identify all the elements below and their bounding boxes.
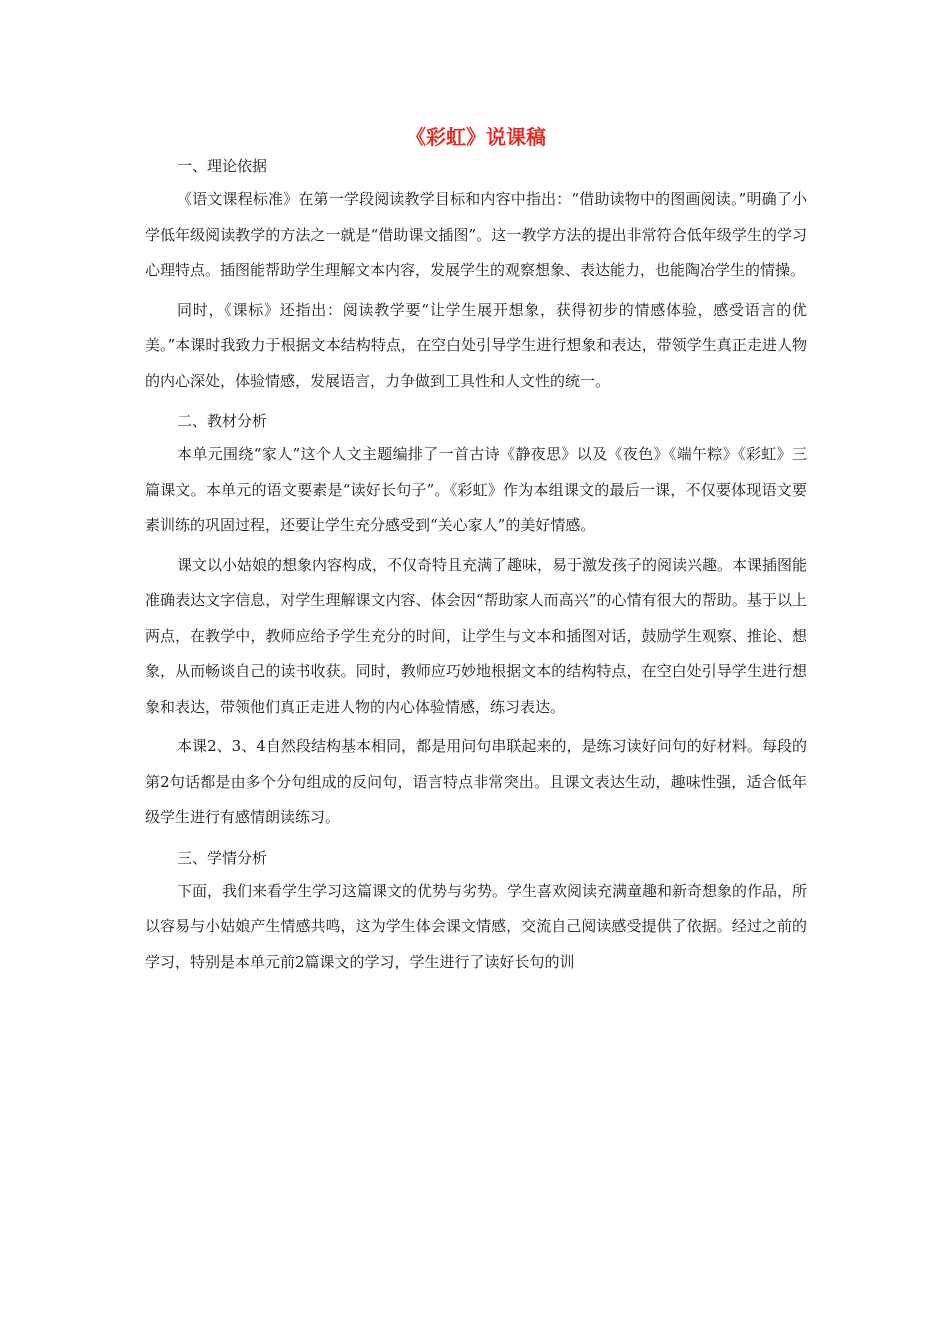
paragraph: 本课2、3、4自然段结构基本相同，都是用问句串联起来的，是练习读好问句的好材料。每段的第2句话都是由多个分句组成的反问句，语言特点非常突出。且课文表达生动，趣味性强，适合低年级学生进行有感情朗读练习。 xyxy=(145,737,807,826)
section-textbook-analysis xyxy=(145,411,807,836)
document-page xyxy=(145,122,807,980)
paragraph: 《语文课程标准》在第一学段阅读教学目标和内容中指出：“借助读物中的图画阅读。”明确了小学低年级阅读教学的方法之一就是“借助课文插图”。这一教学方法的提出非常符合低年级学生的学习心理特点。插图能帮助学生理解文本内容，发展学生的观察想象、表达能力，也能陶冶学生的情操。 xyxy=(145,190,807,279)
section-heading: 一、理论依据 xyxy=(177,157,268,175)
document-title: 《彩虹》说课稿 xyxy=(406,125,546,149)
section-heading: 二、教材分析 xyxy=(177,412,268,430)
paragraph: 课文以小姑娘的想象内容构成，不仅奇特且充满了趣味，易于激发孩子的阅读兴趣。本课插图能准确表达文字信息，对学生理解课文内容、体会因“帮助家人而高兴”的心情有很大的帮助。基于以上两点，在教学中，教师应给予学生充分的时间，让学生与文本和插图对话，鼓励学生观察、推论、想象，从而畅谈自己的读书收获。同时，教师应巧妙地根据文本的结构特点，在空白处引导学生进行想象和表达，带领他们真正走进人物的内心体验情感，练习表达。 xyxy=(145,555,808,716)
paragraph: 同时，《课标》还指出：阅读教学要“让学生展开想象，获得初步的情感体验，感受语言的优美。”本课时我致力于根据文本结构特点，在空白处引导学生进行想象和表达，带领学生真正走进人物的内心深处，体验情感，发展语言，力争做到工具性和人文性的统一。 xyxy=(145,300,807,390)
section-heading: 三、学情分析 xyxy=(177,848,268,867)
paragraph: 下面，我们来看学生学习这篇课文的优势与劣势。学生喜欢阅读充满童趣和新奇想象的作品，所以容易与小姑娘产生情感共鸣，这为学生体会课文情感，交流自己阅读感受提供了依据。经过之前的学习，特别是本单元前2篇课文的学习，学生进行了读好长句的训 xyxy=(145,881,808,971)
section-theory xyxy=(145,156,807,399)
paragraph: 本单元围绕“家人”这个人文主题编排了一首古诗《静夜思》以及《夜色》《端午粽》《彩虹》三篇课文。本单元的语文要素是“读好长句子”。《彩虹》作为本组课文的最后一课，不仅要体现语文要素训练的巩固过程，还要让学生充分感受到“关心家人”的美好情感。 xyxy=(145,445,807,534)
section-learner-analysis xyxy=(145,848,807,981)
